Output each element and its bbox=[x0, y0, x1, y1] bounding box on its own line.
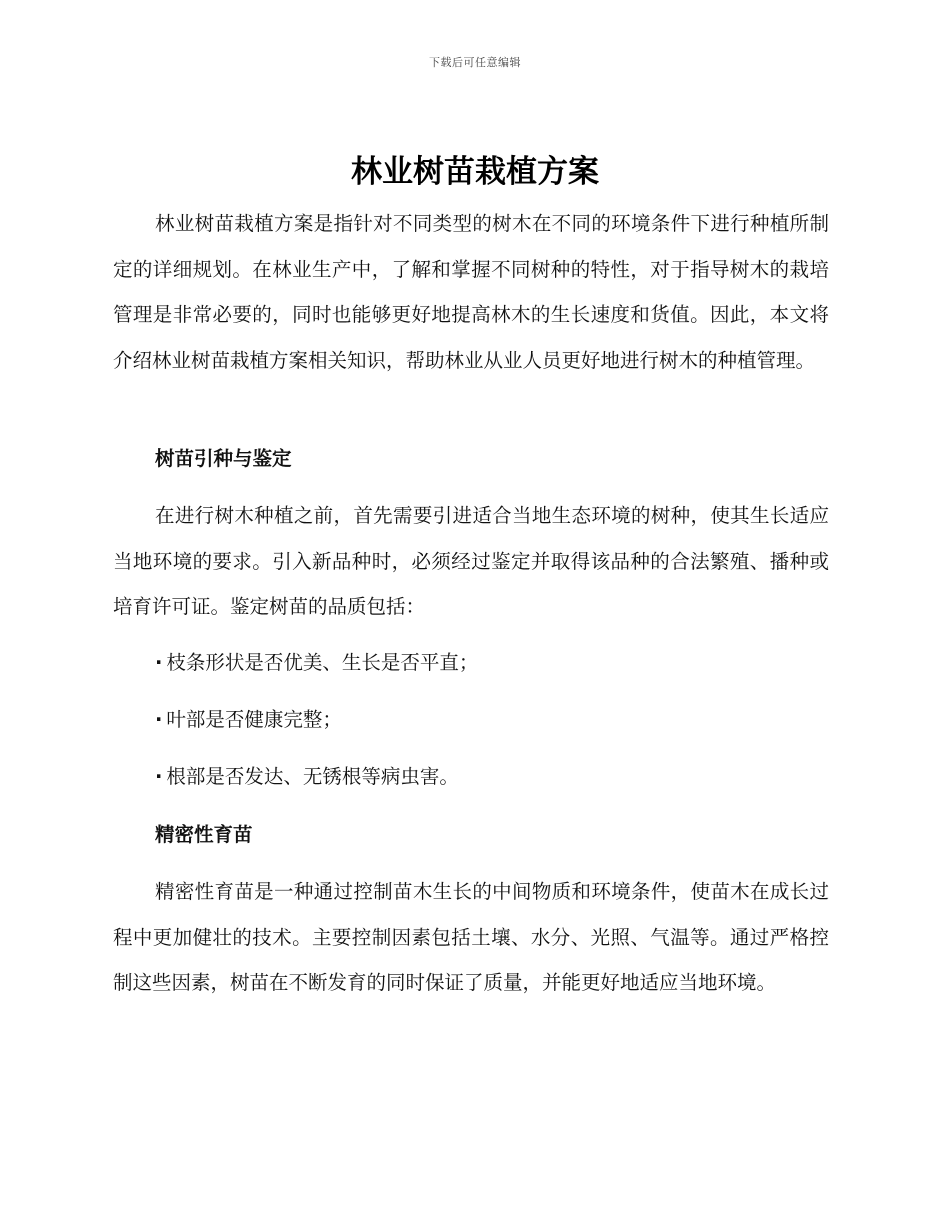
bullet-dot-icon: · bbox=[155, 651, 163, 674]
section-heading-seedling-introduction: 树苗引种与鉴定 bbox=[155, 447, 292, 470]
bullet-text: 枝条形状是否优美、生长是否平直； bbox=[166, 651, 479, 674]
intro-paragraph: 林业树苗栽植方案是指针对不同类型的树木在不同的环境条件下进行种植所制定的详细规划。在林业生产中，了解和掌握不同树种的特性，对于指导树木的栽培管理是非常必要的，同时也能够更好地提高林木的生长速度和货值。因此，本文将介绍林业树苗栽植方案相关知识，帮助林业从业人员更好地进行树木的种植管理。 bbox=[113, 212, 829, 372]
header-note: 下载后可任意编辑 bbox=[429, 56, 521, 69]
bullet-text: 根部是否发达、无锈根等病虫害。 bbox=[166, 765, 459, 788]
section-paragraph-seedling-introduction: 在进行树木种植之前，首先需要引进适合当地生态环境的树种，使其生长适应当地环境的要求。引入新品种时，必须经过鉴定并取得该品种的合法繁殖、播种或培育许可证。鉴定树苗的品质包括： bbox=[113, 504, 829, 618]
section-paragraph-precision-nursery: 精密性育苗是一种通过控制苗木生长的中间物质和环境条件，使苗木在成长过程中更加健壮的技术。主要控制因素包括土壤、水分、光照、气温等。通过严格控制这些因素，树苗在不断发育的同时保证了质量，并能更好地适应当地环境。 bbox=[113, 880, 829, 994]
bullet-item bbox=[155, 648, 478, 678]
bullet-dot-icon: · bbox=[155, 765, 163, 788]
bullet-dot-icon: · bbox=[155, 708, 163, 731]
section-heading-precision-nursery: 精密性育苗 bbox=[155, 823, 253, 846]
bullet-item bbox=[155, 705, 342, 735]
bullet-text: 叶部是否健康完整； bbox=[166, 708, 342, 731]
bullet-item bbox=[155, 762, 459, 792]
document-title: 林业树苗栽植方案 bbox=[351, 154, 599, 190]
